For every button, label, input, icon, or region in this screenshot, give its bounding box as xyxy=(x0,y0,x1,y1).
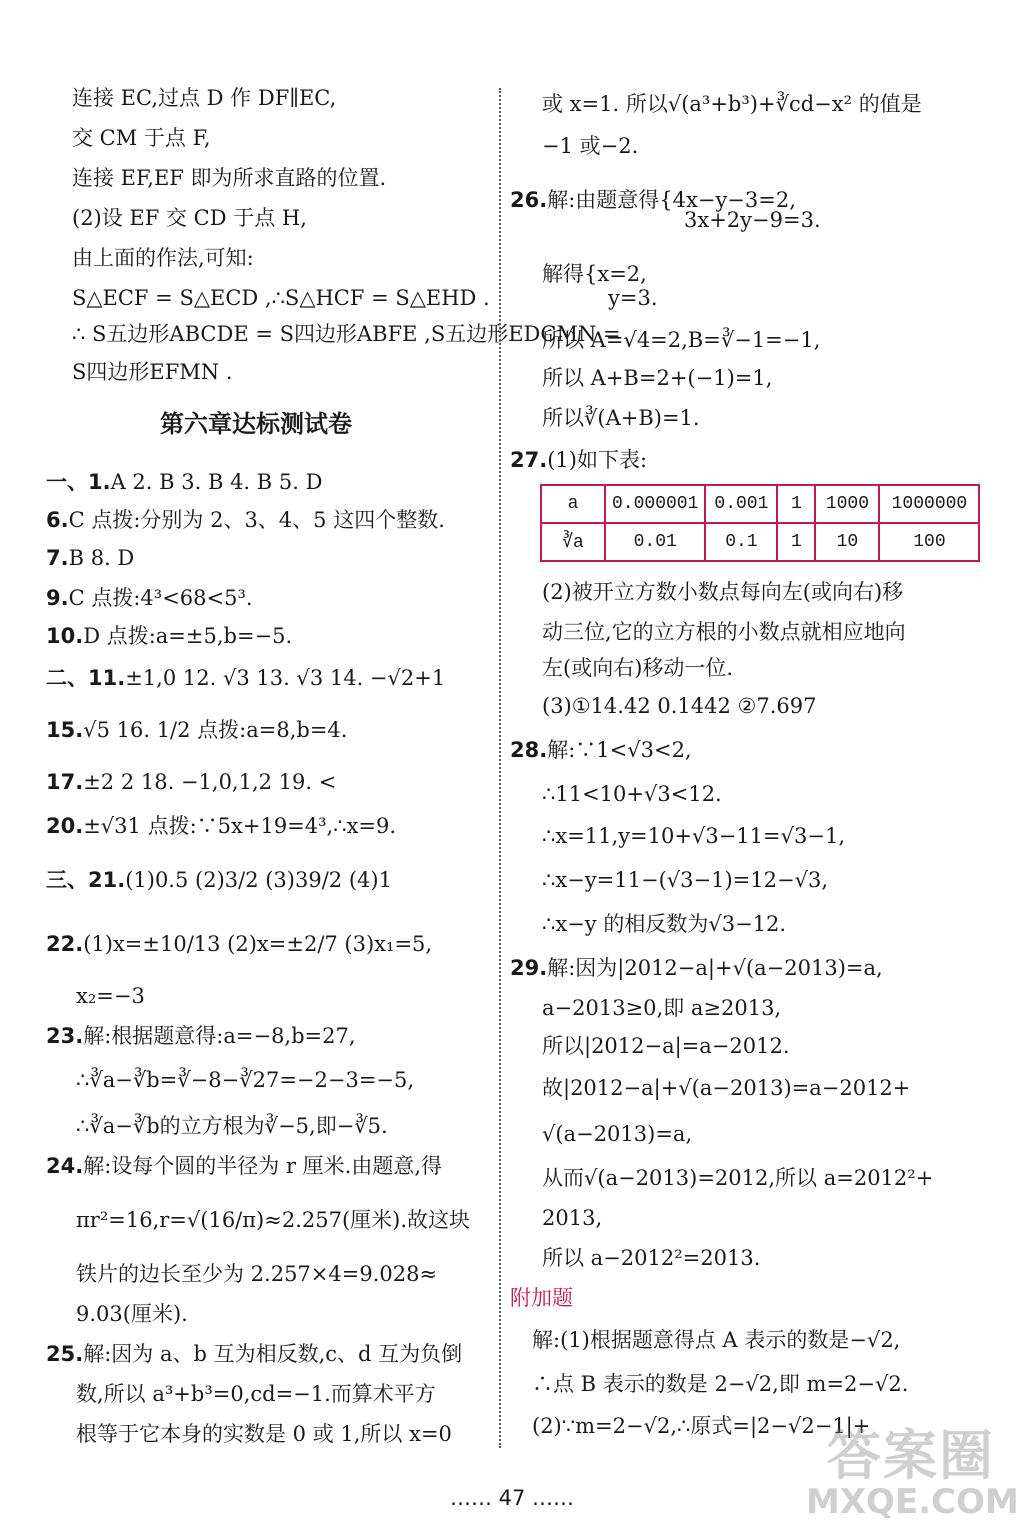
answer-line xyxy=(46,930,432,958)
answer-text: ∴∛a−∛b=∛−8−∛27=−2−3=−5, xyxy=(76,1068,415,1092)
table-cell: ∛a xyxy=(541,523,605,561)
table-cell: 1 xyxy=(777,523,815,561)
answer-line xyxy=(542,1164,933,1192)
answer-line xyxy=(542,866,828,894)
answer-number: 9. xyxy=(46,586,69,610)
table-row xyxy=(541,523,979,561)
column-divider xyxy=(499,88,501,1448)
answer-text: 解:因为 a、b 互为相反数,c、d 互为负倒 xyxy=(83,1342,463,1366)
answer-number: 24. xyxy=(46,1154,84,1178)
extra-line: 解:(1)根据题意得点 A 表示的数是−√2, xyxy=(532,1328,901,1352)
answer-line xyxy=(76,982,145,1010)
text-line: 由上面的作法,可知: xyxy=(72,246,254,270)
answer-line xyxy=(510,446,647,474)
answer-text: 所以 a−2012²=2013. xyxy=(542,1246,761,1270)
answer-line xyxy=(46,506,445,534)
answer-text: ∴11<10+√3<12. xyxy=(542,782,722,806)
answer-line xyxy=(684,206,821,234)
extra-line: ∴点 B 表示的数是 2−√2,即 m=2−√2. xyxy=(532,1372,909,1396)
table-cell: 0.01 xyxy=(605,523,705,561)
answer-line xyxy=(542,654,733,682)
answer-line xyxy=(46,812,396,840)
answer-text: 所以∛(A+B)=1. xyxy=(542,406,700,430)
answer-text: 解:设每个圆的半径为 r 厘米.由题意,得 xyxy=(83,1154,443,1178)
answer-text: 根等于它本身的实数是 0 或 1,所以 x=0 xyxy=(76,1422,452,1446)
answer-text: a−2013≥0,即 a≥2013, xyxy=(542,996,782,1020)
answer-line xyxy=(76,1066,414,1094)
watermark-text-bottom: MXQE.COM xyxy=(806,1482,1019,1522)
answer-number: 28. xyxy=(510,738,548,762)
answer-line xyxy=(542,90,922,118)
answer-line xyxy=(542,1244,760,1272)
answer-line xyxy=(46,664,445,692)
answer-number: 23. xyxy=(46,1024,84,1048)
answer-number: 10. xyxy=(46,624,84,648)
answer-number: 三、21. xyxy=(46,868,126,892)
answer-text: 3x+2y−9=3. xyxy=(684,208,821,232)
answer-text: πr²=16,r=√(16/π)≈2.257(厘米).故这块 xyxy=(76,1208,471,1232)
answer-line xyxy=(542,1032,790,1060)
table-cell: a xyxy=(541,485,605,523)
answer-line xyxy=(542,692,816,720)
answer-text: 解:根据题意得:a=−8,b=27, xyxy=(83,1024,356,1048)
text-line: 连接 EF,EF 即为所求直路的位置. xyxy=(72,166,387,190)
answer-line xyxy=(46,622,292,650)
answer-text: D 点拨:a=±5,b=−5. xyxy=(83,624,293,648)
text-line: 交 CM 于点 F, xyxy=(72,126,211,150)
answer-line xyxy=(46,768,336,796)
answer-text: 解:∵1<√3<2, xyxy=(547,738,692,762)
answer-line xyxy=(46,716,347,744)
answer-line xyxy=(76,1380,436,1408)
answer-line xyxy=(76,1300,188,1328)
answer-text: A 2. B 3. B 4. B 5. D xyxy=(110,470,323,494)
answer-line xyxy=(46,1340,462,1368)
answer-line xyxy=(46,866,392,894)
answer-text: ∴x−y=11−(√3−1)=12−√3, xyxy=(542,868,828,892)
answer-line xyxy=(542,1204,602,1232)
answer-text: 解得{x=2, xyxy=(542,262,647,286)
answer-text: (3)①14.42 0.1442 ②7.697 xyxy=(542,694,817,718)
answer-text: 9.03(厘米). xyxy=(76,1302,188,1326)
table-cell: 1 xyxy=(777,485,815,523)
table-cell: 1000 xyxy=(815,485,879,523)
text-line: S四边形EFMN . xyxy=(72,360,233,384)
answer-text: 所以|2012−a|=a−2012. xyxy=(542,1034,790,1058)
answer-text: 或 x=1. 所以√(a³+b³)+∛cd−x² 的值是 xyxy=(542,92,922,116)
answer-text: 所以 A+B=2+(−1)=1, xyxy=(542,366,773,390)
text-line: S△ECF = S△ECD ,∴S△HCF = S△EHD . xyxy=(72,286,490,310)
answer-text: y=3. xyxy=(608,286,658,310)
answer-text: 解:由题意得{4x−y−3=2, xyxy=(547,188,796,212)
extra-heading: 附加题 xyxy=(510,1286,573,1310)
answer-number: 一、1. xyxy=(46,470,111,494)
answer-text: 解:因为|2012−a|+√(a−2013)=a, xyxy=(547,956,883,980)
answer-line xyxy=(46,584,253,612)
text-line: 连接 EC,过点 D 作 DF∥EC, xyxy=(72,86,337,110)
answer-line xyxy=(76,1420,452,1448)
answer-number: 26. xyxy=(510,188,548,212)
answer-text: 铁片的边长至少为 2.257×4=9.028≈ xyxy=(76,1262,438,1286)
answer-line xyxy=(542,618,906,646)
answer-line xyxy=(542,994,781,1022)
answer-line xyxy=(542,578,903,606)
answer-text: C 点拨:分别为 2、3、4、5 这四个整数. xyxy=(68,508,445,532)
answer-text: √5 16. 1/2 点拨:a=8,b=4. xyxy=(83,718,348,742)
answer-line xyxy=(510,954,883,982)
table-cell: 0.001 xyxy=(705,485,777,523)
section-title: 第六章达标测试卷 xyxy=(160,410,352,438)
table-cell: 0.1 xyxy=(705,523,777,561)
answer-text: 数,所以 a³+b³=0,cd=−1.而算术平方 xyxy=(76,1382,436,1406)
answer-line xyxy=(76,1112,388,1140)
answer-text: (1)0.5 (2)3/2 (3)39/2 (4)1 xyxy=(125,868,392,892)
answer-text: ±2 2 18. −1,0,1,2 19. < xyxy=(83,770,337,794)
cube-root-table xyxy=(540,484,980,562)
answer-text: 从而√(a−2013)=2012,所以 a=2012²+ xyxy=(542,1166,934,1190)
answer-text: 所以 A=√4=2,B=∛−1=−1, xyxy=(542,328,821,352)
answer-text: (2)被开立方数小数点每向左(或向右)移 xyxy=(542,580,904,604)
answer-line xyxy=(46,1022,356,1050)
answer-number: 7. xyxy=(46,546,69,570)
answer-text: 动三位,它的立方根的小数点就相应地向 xyxy=(542,620,906,644)
answer-number: 17. xyxy=(46,770,84,794)
answer-line xyxy=(76,1206,470,1234)
answer-number: 15. xyxy=(46,718,84,742)
answer-text: 2013, xyxy=(542,1206,603,1230)
answer-line xyxy=(542,1074,910,1102)
answer-line xyxy=(542,364,772,392)
text-line: ∴ S五边形ABCDE = S四边形ABFE ,S五边形EDCMN = xyxy=(72,322,621,346)
answer-line xyxy=(542,404,700,432)
answer-text: ±1,0 12. √3 13. √3 14. −√2+1 xyxy=(125,666,446,690)
answer-line xyxy=(76,1260,437,1288)
watermark-text-top: 答案圈 xyxy=(827,1424,995,1487)
answer-number: 22. xyxy=(46,932,84,956)
answer-text: B 8. D xyxy=(68,546,135,570)
watermark-logo xyxy=(806,1424,1019,1528)
answer-text: 左(或向右)移动一位. xyxy=(542,656,734,680)
answer-number: 25. xyxy=(46,1342,84,1366)
page-number: …… 47 …… xyxy=(449,1486,575,1510)
answer-number: 29. xyxy=(510,956,548,980)
answer-line xyxy=(542,326,820,354)
answer-number: 20. xyxy=(46,814,84,838)
answer-number: 27. xyxy=(510,448,548,472)
table-cell: 0.000001 xyxy=(605,485,705,523)
answer-text: 故|2012−a|+√(a−2013)=a−2012+ xyxy=(542,1076,911,1100)
table-cell: 100 xyxy=(879,523,979,561)
extra-line: (2)∵m=2−√2,∴原式=|2−√2−1|+ xyxy=(532,1414,871,1438)
answer-line xyxy=(542,910,786,938)
answer-number: 二、11. xyxy=(46,666,126,690)
answer-text: ∴x−y 的相反数为√3−12. xyxy=(542,912,787,936)
answer-text: √(a−2013)=a, xyxy=(542,1122,693,1146)
answer-text: ∴∛a−∛b的立方根为∛−5,即−∛5. xyxy=(76,1114,388,1138)
answer-line xyxy=(608,284,658,312)
answer-text: ∴x=11,y=10+√3−11=√3−1, xyxy=(542,824,846,848)
answer-line xyxy=(46,1152,442,1180)
answer-text: C 点拨:4³<68<5³. xyxy=(68,586,253,610)
text-line: (2)设 EF 交 CD 于点 H, xyxy=(72,206,307,230)
answer-text: −1 或−2. xyxy=(542,134,639,158)
answer-line xyxy=(542,132,638,160)
answer-line xyxy=(542,822,845,850)
answer-number: 6. xyxy=(46,508,69,532)
table-cell: 10 xyxy=(815,523,879,561)
answer-text: (1)如下表: xyxy=(547,448,648,472)
answer-text: ±√31 点拨:∵5x+19=4³,∴x=9. xyxy=(83,814,397,838)
answer-line xyxy=(46,468,322,496)
table-row xyxy=(541,485,979,523)
answer-text: (1)x=±10/13 (2)x=±2/7 (3)x₁=5, xyxy=(83,932,433,956)
answer-line xyxy=(510,736,692,764)
answer-text: x₂=−3 xyxy=(76,984,145,1008)
answer-line xyxy=(46,544,134,572)
answer-line xyxy=(542,780,722,808)
answer-line xyxy=(542,1120,692,1148)
table-cell: 1000000 xyxy=(879,485,979,523)
